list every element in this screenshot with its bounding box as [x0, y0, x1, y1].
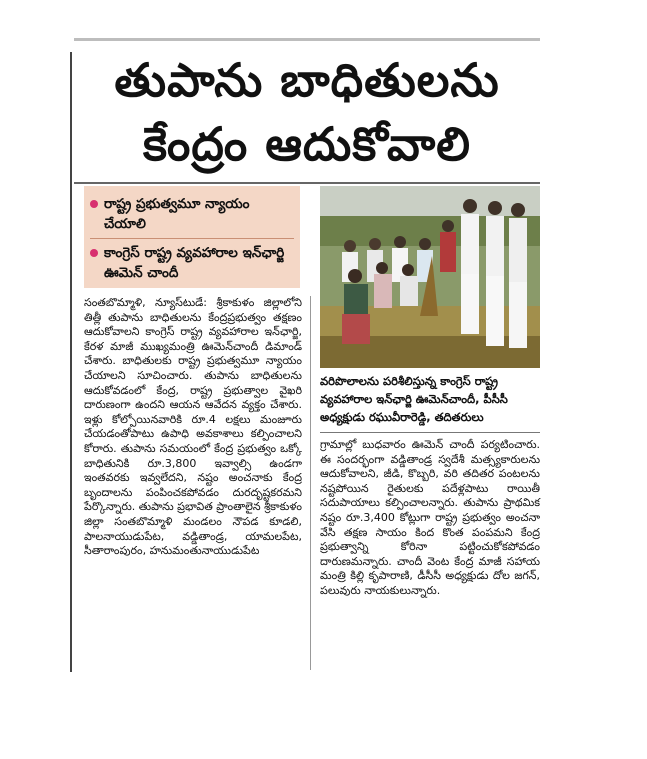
- bullet-icon: [90, 249, 98, 257]
- highlight-item: [90, 190, 294, 238]
- photo-caption: వరిపొలాలను పరిశీలిస్తున్న కాంగ్రెస్ రాష్ట్ర వ్యవహారాల ఇన్‌ఛార్జి ఊమెన్‌చాందీ, పీసీసీ అధ్యక్షుడు రఘువీరారెడ్డి, తదితరులు: [320, 374, 508, 424]
- headline-line-2: కేంద్రం ఆదుకోవాలి: [143, 117, 471, 171]
- column-divider: [310, 296, 311, 670]
- highlights-box: [84, 186, 300, 288]
- highlight-text: కాంగ్రెస్ రాష్ట్ర వ్యవహారాల ఇన్‌ఛార్జి ఊమెన్ చాందీ: [104, 245, 285, 281]
- headline-rule: [74, 182, 540, 184]
- caption-rule: [320, 432, 540, 433]
- top-rule: [74, 38, 540, 41]
- bullet-icon: [90, 200, 98, 208]
- headline: [74, 48, 540, 176]
- article-column-1: సంతబొమ్మాళి, న్యూస్‌టుడే: శ్రీకాకుళం జిల్లాలోని తిత్లీ తుపాను బాధితులను కేంద్రప్రభుత్వం తక్షణం ఆదుకోవాలని కాంగ్రెస్ రాష్ట్ర వ్యవహారాల ఇన్‌ఛార్జి, కేరళ మాజీ ముఖ్యమంత్రి ఊమెన్‌చాందీ డిమాండ్ చేశారు. బాధితులకు రాష్ట్ర ప్రభుత్వమూ న్యాయం చేయాలని సూచించారు. తుపాను బాధితులను ఆదుకోవడంలో కేంద్ర, రాష్ట్ర ప్రభుత్వాల వైఖరి దారుణంగా ఉందని ఆయన ఆవేదన వ్యక్తం చేశారు. ఇళ్లు కోల్పోయినవారికి రూ.4 లక్షలు మంజూరు చేయడంతోపాటు ఉపాధి అవకాశాలు కల్పించాలని కోరారు. తుపాను సమయంలో కేంద్ర ప్రభుత్వం ఒక్కో బాధితునికి రూ.3,800 ఇవ్వాల్సి ఉండగా ఇంతవరకు ఇవ్వలేదని, నష్టం అంచనాకు కేంద్ర బృందాలను పంపించకపోవడం దురదృష్టకరమని పేర్కొన్నారు. తుపాను ప్రభావిత ప్రాంతాలైన శ్రీకాకుళం జిల్లా సంతబొమ్మాళి మండలం నౌపడ కూడలి, పాలనాయుడుపేట, వడ్డితాండ్ర, యామలపేట, సీతారాంపురం, హనుమంతునాయుడుపేట: [84, 296, 303, 558]
- field-visit-photo-illustration: [320, 186, 540, 368]
- left-column-rule: [70, 52, 72, 672]
- highlight-text: రాష్ట్ర ప్రభుత్వమూ న్యాయం చేయాలి: [104, 196, 250, 232]
- highlight-item: [90, 238, 294, 287]
- article-column-2: గ్రామాల్లో బుధవారం ఊమెన్ చాందీ పర్యటించారు. ఈ సందర్భంగా వడ్డితాండ్ర స్వదేశీ మత్స్యకారులను ఆదుకోవాలని, జీడి, కొబ్బరి, వరి తదితర పంటలను నష్టపోయిన రైతులకు పదేళ్లపాటు రాయితీ సదుపాయాలు కల్పించాలన్నారు. తుపాను ప్రాథమిక నష్టం రూ.3,400 కోట్లుగా రాష్ట్ర ప్రభుత్వం అంచనా వేసి తక్షణ సాయం కింద కొంత పంపమని కేంద్ర ప్రభుత్వాన్ని కోరినా పట్టించుకోకపోవడం దారుణమన్నారు. చాందీ వెంట కేంద్ర మాజీ సహాయ మంత్రి కిల్లి కృపారాణి, డీసీసీ అధ్యక్షుడు దోల జగన్, పలువురు నాయకులున్నారు.: [320, 438, 540, 597]
- news-photo: [320, 186, 540, 368]
- headline-line-1: తుపాను బాధితులను: [114, 53, 500, 107]
